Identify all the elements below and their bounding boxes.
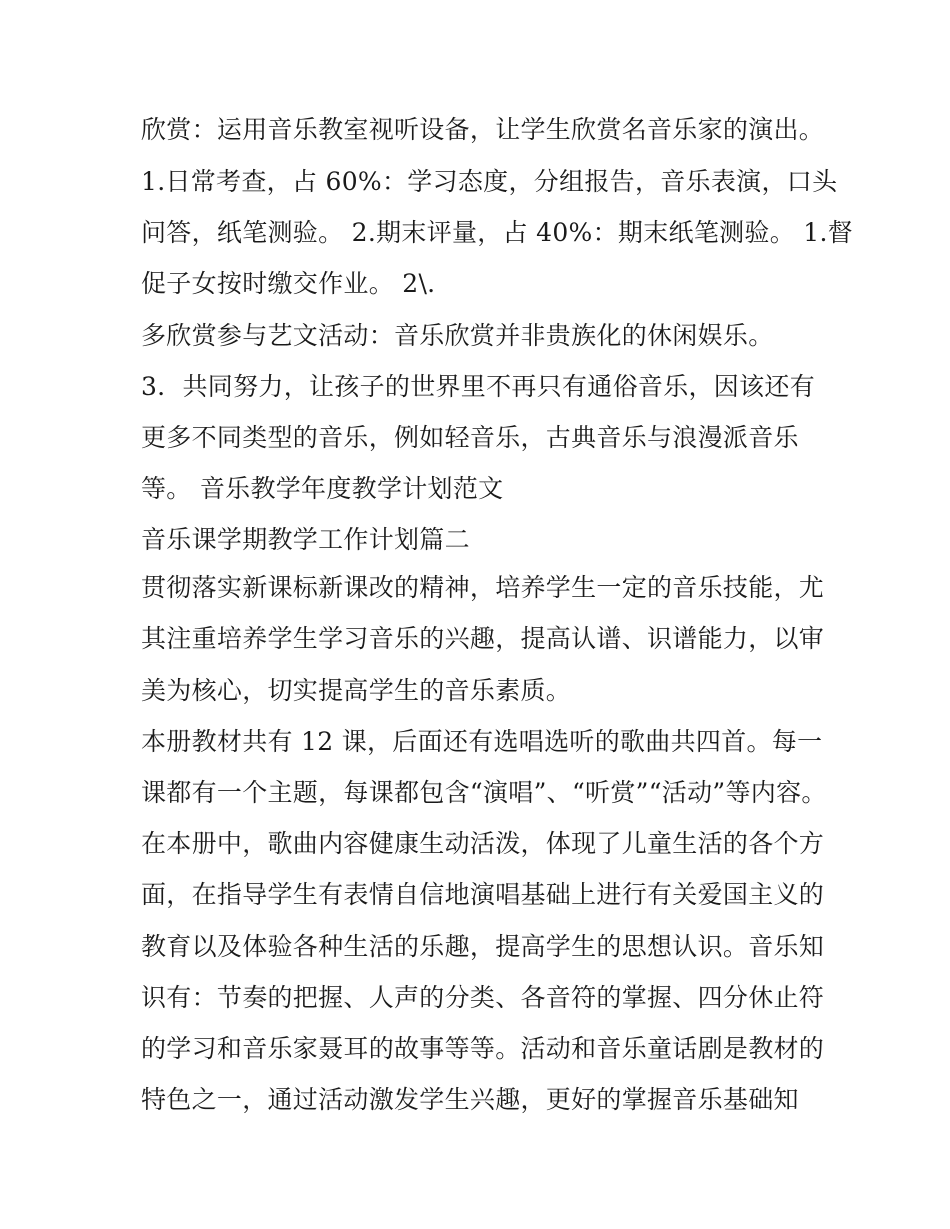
text-line: 更多不同类型的音乐，例如轻音乐，古典音乐与浪漫派音乐 [141,423,799,452]
text-line: 欣赏：运用音乐教室视听设备，让学生欣赏名音乐家的演出。 [141,115,825,144]
text-line: 问答，纸笔测验。 2.期末评量，占 40%：期末纸笔测验。 1.督 [141,218,854,247]
text-line: 等。 音乐教学年度教学计划范文 [141,474,504,503]
text-line: 3．共同努力，让孩子的世界里不再只有通俗音乐，因该还有 [141,372,816,401]
text-line: 教育以及体验各种生活的乐趣，提高学生的思想认识。音乐知 [141,932,825,961]
section-heading: 音乐课学期教学工作计划篇二 [141,525,470,554]
text-line: 多欣赏参与艺文活动：音乐欣赏并非贵族化的休闲娱乐。 [141,321,774,350]
text-line: 本册教材共有 12 课，后面还有选唱选听的歌曲共四首。每一 [141,727,823,756]
text-line: 其注重培养学生学习音乐的兴趣，提高认谱、识谱能力，以审 [141,624,825,653]
text-line: 贯彻落实新课标新课改的精神，培养学生一定的音乐技能，尤 [141,573,825,602]
text-line: 美为核心，切实提高学生的音乐素质。 [141,676,572,705]
text-line: 面，在指导学生有表情自信地演唱基础上进行有关爱国主义的 [141,880,825,909]
text-line: 课都有一个主题，每课都包含“演唱”、“听赏”“活动”等内容。 [141,778,827,807]
text-line: 的学习和音乐家聂耳的故事等等。活动和音乐童话剧是教材的 [141,1034,825,1063]
text-line: 在本册中，歌曲内容健康生动活泼，体现了儿童生活的各个方 [141,829,825,858]
text-line: 促子女按时缴交作业。 2\. [141,269,436,298]
text-line: 1.日常考查，占 60%：学习态度，分组报告，音乐表演，口头 [141,167,838,196]
text-line: 识有：节奏的把握、人声的分类、各音符的掌握、四分休止符 [141,983,825,1012]
text-line: 特色之一，通过活动激发学生兴趣，更好的掌握音乐基础知 [141,1085,799,1114]
